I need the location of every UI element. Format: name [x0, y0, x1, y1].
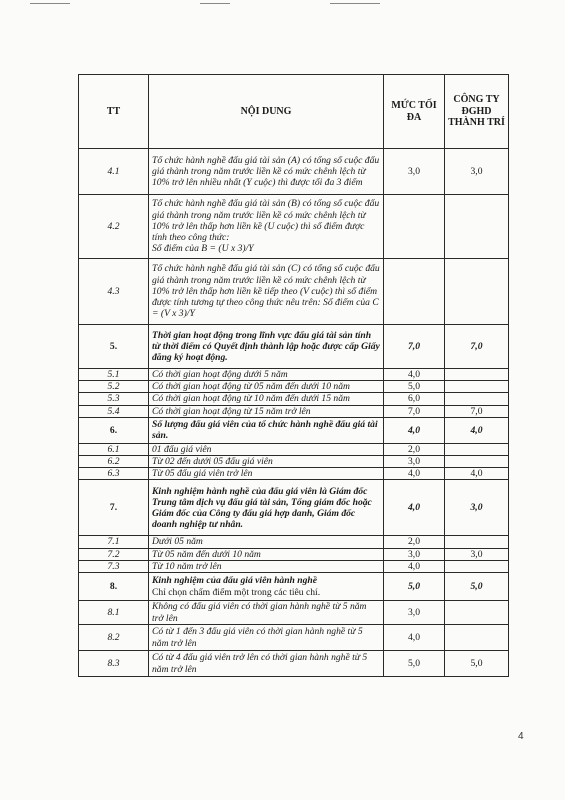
header-tt: TT — [79, 75, 149, 149]
row-max-score: 7,0 — [384, 405, 445, 417]
table-row — [79, 149, 509, 195]
row-company-score: 5,0 — [445, 651, 509, 677]
row-content-text: Kinh nghiệm hành nghề của đấu giá viên là Giám đốc Trung tâm dịch vụ đấu giá tài sản, Tổng giám đốc hoặc Giám đốc của Công ty đấu giá hợp danh, Giám đốc doanh nghiệp tư nhân. — [152, 485, 372, 531]
row-content — [149, 417, 384, 443]
table-row — [79, 405, 509, 417]
row-content — [149, 195, 384, 259]
row-max-score: 4,0 — [384, 417, 445, 443]
table-row — [79, 480, 509, 536]
row-tt: 6.3 — [79, 468, 149, 480]
row-content — [149, 325, 384, 369]
row-content-text: Có từ 1 đến 3 đấu giá viên có thời gian hành nghề từ 5 năm trở lên — [152, 626, 363, 649]
row-max-score: 3,0 — [384, 548, 445, 560]
table-row — [79, 443, 509, 455]
row-tt: 6. — [79, 417, 149, 443]
scoring-table — [78, 74, 509, 677]
row-tt: 7. — [79, 480, 149, 536]
row-content — [149, 456, 384, 468]
row-content — [149, 149, 384, 195]
row-content — [149, 536, 384, 548]
row-max-score — [384, 195, 445, 259]
row-content — [149, 443, 384, 455]
table-row — [79, 560, 509, 572]
row-max-score: 4,0 — [384, 369, 445, 381]
scan-artifact — [330, 3, 380, 4]
row-company-score — [445, 456, 509, 468]
row-tt: 5.3 — [79, 393, 149, 405]
row-max-score: 3,0 — [384, 149, 445, 195]
row-max-score: 4,0 — [384, 560, 445, 572]
row-content — [149, 548, 384, 560]
row-tt: 6.1 — [79, 443, 149, 455]
row-content — [149, 601, 384, 625]
row-company-score — [445, 625, 509, 651]
table-row — [79, 325, 509, 369]
row-content-text: Có từ 4 đấu giá viên trở lên có thời gian hành nghề từ 5 năm trở lên — [152, 652, 368, 675]
row-company-score — [445, 601, 509, 625]
row-content-text: Từ 10 năm trở lên — [152, 560, 222, 572]
row-company-score: 3,0 — [445, 480, 509, 536]
row-tt: 5.2 — [79, 381, 149, 393]
row-max-score: 5,0 — [384, 573, 445, 601]
row-company-score: 4,0 — [445, 417, 509, 443]
row-content-text: Không có đấu giá viên có thời gian hành nghề từ 5 năm trở lên — [152, 601, 367, 624]
row-max-score: 4,0 — [384, 625, 445, 651]
scan-artifact — [200, 3, 230, 4]
row-content-text: 01 đấu giá viên — [152, 443, 212, 455]
row-tt: 7.1 — [79, 536, 149, 548]
row-content-text: Tổ chức hành nghề đấu giá tài sản (C) có tổng số cuộc đấu giá thành trong năm trước liền kề có mức chênh lệch từ 10% trở lên thấp hơn liền kề tiếp theo (V cuộc) thì số điểm được tính tương tự theo công thức nêu trên: Số điểm của C = (V x 3)/Y — [152, 263, 380, 320]
row-company-score — [445, 369, 509, 381]
row-max-score: 4,0 — [384, 468, 445, 480]
scan-artifact — [30, 3, 70, 4]
row-max-score: 4,0 — [384, 480, 445, 536]
row-company-score: 5,0 — [445, 573, 509, 601]
row-content — [149, 259, 384, 325]
row-content-text: Thời gian hoạt động trong lĩnh vực đấu giá tài sản tính từ thời điểm có Quyết định thành lập hoặc được cấp Giấy đăng ký hoạt động. — [152, 329, 380, 364]
row-tt: 6.2 — [79, 456, 149, 468]
row-tt: 8.3 — [79, 651, 149, 677]
row-max-score: 3,0 — [384, 601, 445, 625]
row-content-text: Tổ chức hành nghề đấu giá tài sản (B) có tổng số cuộc đấu giá thành trong năm trước liền kề có mức chênh lệch từ 10% trở lên thấp hơn liền kề (U cuộc) thì số điểm được tính theo công thức: — [152, 198, 380, 244]
row-tt: 5.4 — [79, 405, 149, 417]
row-content — [149, 393, 384, 405]
row-content-text: Kinh nghiệm của đấu giá viên hành nghề — [152, 575, 318, 587]
row-company-score: 4,0 — [445, 468, 509, 480]
row-tt: 8.2 — [79, 625, 149, 651]
table-row — [79, 468, 509, 480]
table-row — [79, 417, 509, 443]
page-number: 4 — [518, 731, 524, 742]
row-content-text: Có thời gian hoạt động từ 10 năm đến dưới 15 năm — [152, 393, 350, 405]
table-header-row — [79, 75, 509, 149]
row-content-text: Dưới 05 năm — [152, 536, 203, 548]
row-content — [149, 573, 384, 601]
row-company-score — [445, 381, 509, 393]
row-max-score: 7,0 — [384, 325, 445, 369]
header-max-score: MỨC TỐI ĐA — [384, 75, 445, 149]
row-max-score: 2,0 — [384, 443, 445, 455]
table-row — [79, 548, 509, 560]
row-max-score: 3,0 — [384, 456, 445, 468]
row-company-score — [445, 259, 509, 325]
row-company-score — [445, 443, 509, 455]
table-row — [79, 195, 509, 259]
row-max-score — [384, 259, 445, 325]
row-tt: 7.3 — [79, 560, 149, 572]
table-row — [79, 381, 509, 393]
table-row — [79, 369, 509, 381]
row-content-text: Có thời gian hoạt động từ 05 năm đến dưới 10 năm — [152, 381, 350, 393]
table-row — [79, 456, 509, 468]
row-content-text: Từ 05 năm đến dưới 10 năm — [152, 548, 261, 560]
row-tt: 8. — [79, 573, 149, 601]
row-max-score: 5,0 — [384, 381, 445, 393]
row-tt: 4.2 — [79, 195, 149, 259]
row-tt: 7.2 — [79, 548, 149, 560]
row-content — [149, 381, 384, 393]
table-row — [79, 601, 509, 625]
table-row — [79, 651, 509, 677]
table-row — [79, 259, 509, 325]
row-content-text: Từ 02 đến dưới 05 đấu giá viên — [152, 456, 273, 468]
row-content — [149, 468, 384, 480]
row-tt: 4.1 — [79, 149, 149, 195]
row-tt: 8.1 — [79, 601, 149, 625]
row-tt: 5.1 — [79, 369, 149, 381]
header-content: NỘI DUNG — [149, 75, 384, 149]
table-row — [79, 573, 509, 601]
row-content-text: Số lượng đấu giá viên của tổ chức hành nghề đấu giá tài sản. — [152, 419, 378, 442]
row-max-score: 5,0 — [384, 651, 445, 677]
table-row — [79, 393, 509, 405]
row-content — [149, 369, 384, 381]
row-content-text: Tổ chức hành nghề đấu giá tài sản (A) có tổng số cuộc đấu giá thành trong năm trước liền kề có mức chênh lệch từ 10% trở lên nhiều nhất (Y cuộc) thì được tối đa 3 điểm — [152, 154, 380, 189]
row-content-extra: Chỉ chọn chấm điểm một trong các tiêu chí. — [152, 586, 321, 598]
row-company-score: 3,0 — [445, 548, 509, 560]
row-company-score: 3,0 — [445, 149, 509, 195]
row-tt: 5. — [79, 325, 149, 369]
row-company-score: 7,0 — [445, 325, 509, 369]
row-content-text: Từ 05 đấu giá viên trở lên — [152, 468, 253, 480]
row-company-score: 7,0 — [445, 405, 509, 417]
row-company-score — [445, 195, 509, 259]
row-content-extra: Số điểm của B = (U x 3)/Y — [152, 243, 254, 255]
row-content — [149, 480, 384, 536]
row-content — [149, 405, 384, 417]
table-row — [79, 625, 509, 651]
row-company-score — [445, 560, 509, 572]
row-content — [149, 651, 384, 677]
row-company-score — [445, 393, 509, 405]
row-content — [149, 625, 384, 651]
row-company-score — [445, 536, 509, 548]
row-content — [149, 560, 384, 572]
table-row — [79, 536, 509, 548]
row-tt: 4.3 — [79, 259, 149, 325]
row-max-score: 6,0 — [384, 393, 445, 405]
row-content-text: Có thời gian hoạt động dưới 5 năm — [152, 369, 288, 380]
header-company: CÔNG TY ĐGHD THÀNH TRÍ — [445, 75, 509, 149]
row-content-text: Có thời gian hoạt động từ 15 năm trở lên — [152, 405, 311, 417]
row-max-score: 2,0 — [384, 536, 445, 548]
